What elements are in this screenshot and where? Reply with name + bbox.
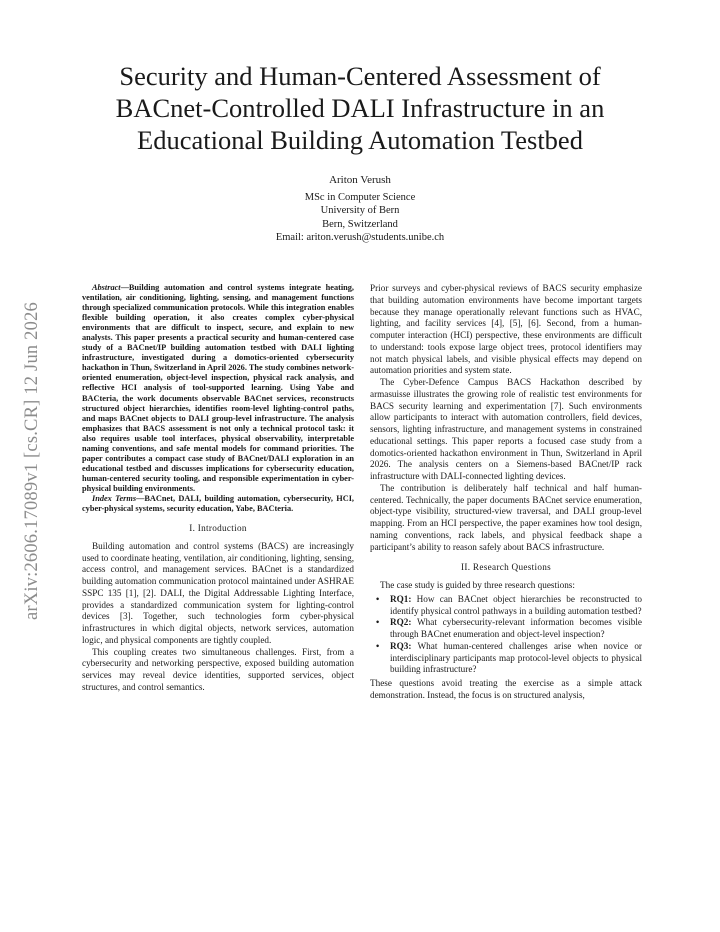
list-item: [370, 594, 642, 618]
bullet-icon: •: [376, 617, 380, 628]
intro-paragraph-4: The Cyber-Defence Campus BACS Hackathon described by armasuisse illustrates the growing role of realistic test environments for BACS security learning and experimentation [7]. Such environments allow participants to interact with automation controllers, field devices, sensors, lighting infrastructure, and management systems in constrained educational settings. This paper reports a focused case study from a domotics-oriented hackathon environment in Thun, Switzerland in April 2026. The analysis centers on a Siemens-based BACnet/IP rack infrastructure with DALI-connected lighting devices.: [370, 377, 642, 481]
bullet-icon: •: [376, 640, 380, 651]
author-affiliation-degree: MSc in Computer Science: [304, 191, 416, 203]
abstract-text: —Building automation and control systems integrate heating, ventilation, air conditioning, lighting, sensing, and management functions through specialized communication protocols. While this integration enables flexible building operation, it also creates complex cyber-physical environments that are difficult to inspect, secure, and explain to new analysts. This paper presents a practical security and human-centered case study of a BACnet/IP building automation testbed with DALI lighting infrastructure, investigated during a domotics-oriented cybersecurity hackathon in Thun, Switzerland in April 2026. The study combines network-oriented enumeration, object-level inspection, physical rack analysis, and reflective HCI analysis of tool-supported learning. Using Yabe and BACteria, the work documents observable BACnet services, reconstructs structured object hierarchies, identifies room-level lighting-control paths, and maps BACnet objects to DALI group-level infrastructure. The analysis emphasizes that BACS assessment is not only a technical protocol task: it also requires usable tool interfaces, physical observability, interpretable naming conventions, and safe mental models for command priorities. The paper contributes a compact case study of BACnet/DALI exploration in an educational testbed and discusses implications for cybersecurity education, human-centered security tooling, and responsible experimentation in cyber-physical building environments.: [82, 283, 354, 493]
rq-closing: These questions avoid treating the exercise as a simple attack demonstration. Instead, the focus is on structured analysis,: [370, 678, 642, 700]
author-block: [160, 174, 560, 245]
author-affiliation-location: Bern, Switzerland: [322, 218, 398, 230]
rq-label: RQ3:: [390, 640, 412, 651]
rq-label: RQ2:: [390, 617, 412, 628]
right-column: [370, 283, 642, 702]
rq-label: RQ1:: [390, 593, 412, 604]
left-column: [82, 283, 354, 694]
list-item: [370, 641, 642, 676]
author-name: Ariton Verush: [329, 174, 391, 186]
author-affiliation-university: University of Bern: [320, 205, 400, 217]
abstract-lead: Abstract: [92, 283, 121, 292]
index-terms-text: —BACnet, DALI, building automation, cybersecurity, HCI, cyber-physical systems, security education, Yabe, BACteria.: [82, 493, 355, 514]
bullet-icon: •: [376, 593, 380, 604]
rq-intro: The case study is guided by three research questions:: [380, 580, 575, 590]
paper-title: Security and Human-Centered Assessment of BACnet-Controlled DALI Infrastructure in an Educational Building Automation Testbed: [115, 61, 605, 155]
abstract: [82, 283, 354, 494]
rq-text: How can BACnet object hierarchies be reconstructed to identify physical control pathways in a building automation testbed?: [390, 593, 643, 616]
arxiv-identifier: arXiv:2606.17089v1 [cs.CR] 12 Jun 2026: [22, 302, 42, 620]
research-question-list: [370, 594, 642, 676]
section-heading-research-questions: II. Research Questions: [460, 562, 552, 573]
list-item: [370, 617, 642, 641]
intro-paragraph-5: The contribution is deliberately half technical and half human-centered. Technically, the paper documents BACnet service enumeration, object-type visibility, structured-view traversal, and DALI group-level mapping. From an HCI perspective, the paper examines how tool design, naming conventions, rack labels, and physical feedback shape a participant’s ability to reason safely about BACS infrastructure.: [370, 482, 642, 552]
intro-paragraph-2: This coupling creates two simultaneous challenges. First, from a cybersecurity and networking perspective, exposed building automation services may reveal device identities, supported services, object structures, and control semantics.: [82, 646, 354, 692]
index-terms: [82, 494, 354, 514]
index-terms-lead: Index Terms: [92, 493, 137, 503]
intro-paragraph-1: Building automation and control systems (BACS) are increasingly used to coordinate heating, ventilation, air conditioning, lighting, sensing, access control, and management services. BACnet is a standardized building automation communication protocol maintained under ASHRAE SSPC 135 [1], [2]. DALI, the Digital Addressable Lighting Interface, provides a standardized communication system for lighting-control devices [3]. Together, such technologies form cyber-physical infrastructures in which digital objects, network services, automation logic, and physical components are tightly coupled.: [82, 540, 354, 645]
author-email: Email: ariton.verush@students.unibe.ch: [275, 232, 445, 244]
section-heading-introduction: I. Introduction: [189, 523, 247, 534]
rq-text: What cybersecurity-relevant information becomes visible through BACnet enumeration and object-level inspection?: [390, 617, 642, 639]
rq-text: What human-centered challenges arise when novice or interdisciplinary participants map protocol-level objects to physical building infrastructure?: [390, 640, 642, 675]
intro-paragraph-3: Prior surveys and cyber-physical reviews of BACS security emphasize that building automation environments have become important targets because they manage operationally relevant functions such as HVAC, lighting, and facility services [4], [5], [6]. Second, from a human-computer interaction (HCI) perspective, these environments are difficult to understand: tools expose large object trees, protocol identifiers may not match physical labels, and visible physical effects may depend on automation priorities and system state.: [370, 283, 642, 376]
